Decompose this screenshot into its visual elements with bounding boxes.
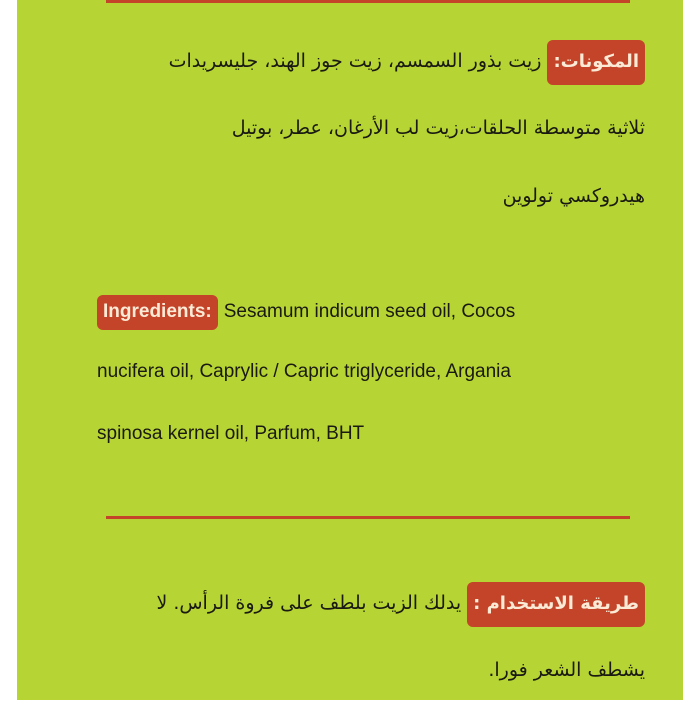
english-ingredients-line-2: nucifera oil, Caprylic / Capric triglyceride, Argania <box>97 361 511 382</box>
arabic-ingredients-label: المكونات: <box>547 40 645 85</box>
english-ingredients-line-3: spinosa kernel oil, Parfum, BHT <box>97 423 365 444</box>
english-ingredients-text-1: Sesamum indicum seed oil, Cocos <box>223 301 516 322</box>
arabic-ingredients-line-3: هيدروكسي تولوين <box>502 185 645 207</box>
middle-divider <box>106 516 630 519</box>
arabic-ingredients-line-1 <box>45 40 645 108</box>
arabic-usage-section <box>45 582 645 718</box>
product-label-panel <box>17 0 683 700</box>
arabic-ingredients-section <box>45 40 645 244</box>
arabic-ingredients-text-1: زيت بذور السمسم، زيت جوز الهند، جليسريدات <box>168 50 542 72</box>
english-ingredients-label: Ingredients: <box>97 295 218 330</box>
english-ingredients-section <box>97 295 657 481</box>
arabic-usage-label: طريقة الاستخدام : <box>467 582 645 627</box>
arabic-ingredients-line-2: ثلاثية متوسطة الحلقات،زيت لب الأرغان، عطر، بوتيل <box>231 117 645 139</box>
english-ingredients-line-1 <box>97 295 657 357</box>
arabic-usage-line-2: يشطف الشعر فورا. <box>488 659 645 681</box>
arabic-usage-line-1 <box>45 582 645 650</box>
arabic-usage-text-1: يدلك الزيت بلطف على فروة الرأس. لا <box>156 592 462 614</box>
top-divider <box>106 0 630 3</box>
